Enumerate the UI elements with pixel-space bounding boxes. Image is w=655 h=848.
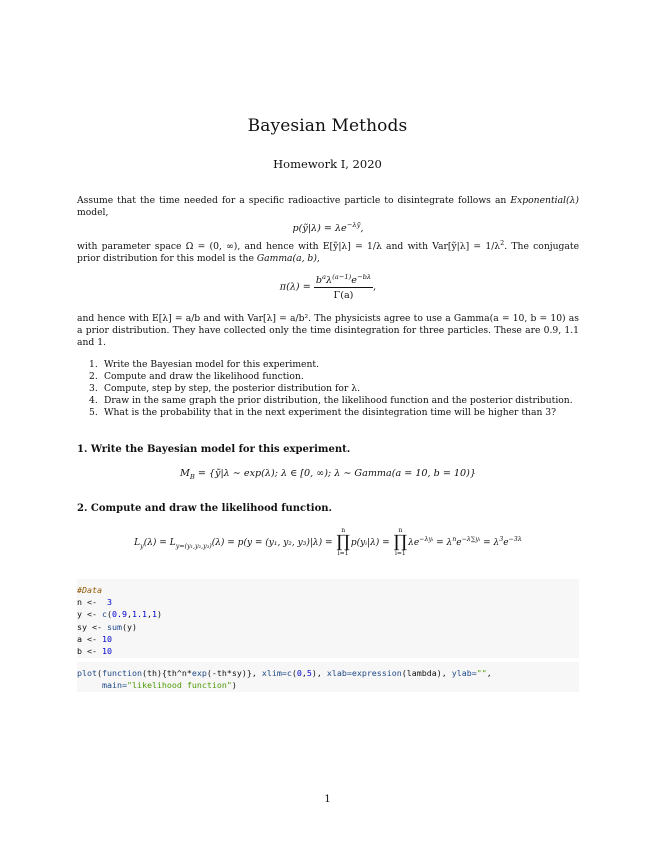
eq1-body: p(ỹ|λ) = λe [292, 223, 347, 235]
p2-text-2: . The conjugate prior distribution for this model is the [77, 241, 580, 265]
list-item-text: What is the probability that in the next experiment the disintegration time will be higher than 3? [104, 407, 557, 418]
gamma-dist: Gamma(a, b) [256, 253, 317, 265]
eq2-exp-a: a [321, 273, 326, 281]
code-line [77, 633, 579, 645]
code-argument: main= [101, 680, 127, 691]
code-comment: #Data [77, 585, 102, 595]
equation-likelihood-single [77, 221, 579, 234]
list-item-number: 5. [89, 407, 98, 418]
list-item-number: 4. [89, 395, 98, 406]
code-number: 0.9 [111, 609, 127, 620]
code-argument: ylab= [451, 668, 477, 678]
eq1-exponent: −λỹ [346, 221, 361, 229]
code-text: ( [96, 668, 102, 678]
code-string: "" [476, 668, 487, 678]
product-operator-2 [394, 528, 408, 557]
eq2-lambda: λ [326, 275, 333, 287]
prod-upper: n [341, 527, 346, 534]
code-text: ) [156, 609, 162, 620]
code-line [77, 679, 579, 691]
code-number: 10 [101, 646, 112, 657]
code-function: sum [106, 621, 122, 632]
list-item-number: 1. [89, 359, 98, 370]
prod-symbol: ∏ [393, 532, 408, 552]
model-body: = {ỹ|λ ∼ exp(λ); λ ∈ [0, ∞); λ ∼ Gamma(a = 10, b = 10)} [194, 468, 476, 479]
list-item-text: Compute and draw the likelihood function. [104, 371, 304, 382]
task-list [77, 359, 597, 419]
p2-text: with parameter space Ω = (0, ∞), and hence with E[ỹ|λ] = 1/λ and with Var[ỹ|λ] = 1/λ [77, 241, 501, 253]
intro-paragraph-1 [77, 195, 579, 219]
code-function: expression [351, 668, 402, 678]
code-number: 0 [296, 668, 302, 678]
code-text: , [301, 668, 307, 678]
list-item-text: Draw in the same graph the prior distribution, the likelihood function and the posterior distribution. [104, 395, 573, 406]
code-text: a <- [77, 633, 102, 644]
code-number: 1.1 [131, 609, 147, 620]
eq2-b: b [315, 275, 322, 287]
code-text: (y) [121, 621, 137, 632]
lik-L-sub: y [140, 542, 144, 550]
product-operator-1 [336, 528, 350, 557]
equation-likelihood [77, 528, 579, 557]
prod-lower: i=1 [337, 550, 349, 557]
lik-L: L [134, 538, 141, 548]
lik-eq-d: p(yᵢ|λ) = [350, 538, 390, 548]
lik-eq-i-exp: −3λ [508, 536, 522, 543]
code-indent [77, 680, 102, 690]
p2-square: 2 [500, 239, 505, 247]
code-function: c [286, 668, 292, 678]
code-text: y <- [77, 609, 102, 620]
lik-eq-g: e [456, 538, 462, 548]
prod-lower: i=1 [394, 550, 406, 557]
eq2-fraction [314, 273, 373, 301]
eq2-tail: , [373, 281, 377, 293]
equation-gamma-prior [77, 273, 579, 301]
intro-text-end: model, [77, 207, 109, 218]
eq2-exp-a1: (a−1) [332, 273, 352, 281]
p2-tail: , [316, 253, 320, 265]
lik-eq-e-exp: −λyᵢ [419, 536, 434, 543]
section-1-heading: 1. Write the Bayesian model for this experiment. [77, 444, 351, 455]
code-text: ( [291, 668, 297, 678]
eq2-exp-bl: −bλ [356, 273, 372, 281]
code-line [77, 621, 579, 633]
code-text: (th){th^n* [141, 668, 192, 678]
code-text: n <- [77, 597, 107, 608]
eq2-numerator [314, 273, 373, 288]
list-item-number: 3. [89, 383, 98, 394]
page-title: Bayesian Methods [247, 116, 408, 136]
page-subtitle: Homework I, 2020 [273, 157, 382, 171]
code-function: exp [191, 668, 207, 678]
lik-eq-h-exp: 3 [499, 536, 504, 543]
code-text: ), [311, 668, 327, 678]
prod-symbol: ∏ [336, 532, 350, 552]
code-text: , [146, 609, 152, 620]
list-item [77, 371, 597, 383]
lik-eq-b-sub: y=(y₁,y₂,y₃) [175, 542, 212, 550]
code-function: c [101, 609, 107, 620]
code-line [77, 608, 579, 620]
code-argument: xlim= [261, 668, 287, 678]
code-function: function [101, 668, 142, 678]
section-2-heading: 2. Compute and draw the likelihood function. [77, 503, 332, 514]
lik-eq-c: (λ) = p(y = (y₁, y₂, y₃)|λ) = [211, 538, 333, 548]
eq2-e: e [351, 275, 357, 287]
code-number: 3 [106, 597, 112, 608]
code-text: (-th*sy)}, [206, 668, 262, 678]
intro-paragraph-2 [77, 237, 579, 265]
list-item [77, 383, 597, 395]
code-line [77, 667, 579, 679]
code-text: , [126, 609, 132, 620]
intro-paragraph-3: and hence with E[λ] = a/b and with Var[λ] = a/b². The physicists agree to use a Gamma(a = 10, b = 10) as a prior distribution. They have collected only the time disintegration for three particles. These are 0.9, 1.1 and 1. [77, 313, 579, 348]
code-string: "likelihood function" [126, 680, 232, 691]
intro-text: Assume that the time needed for a specific radioactive particle to disintegrate follows an [77, 195, 511, 206]
eq2-lhs: π(λ) = [279, 281, 311, 293]
lik-eq-h: = λ [480, 538, 500, 548]
code-text: sy <- [77, 621, 107, 632]
code-number: 10 [101, 633, 112, 644]
lik-eq-f: = λ [433, 538, 453, 548]
list-item [77, 359, 597, 371]
exponential-dist: Exponential(λ) [510, 195, 579, 206]
code-block-data [77, 579, 579, 658]
list-item-number: 2. [89, 371, 98, 382]
code-number: 1 [151, 609, 157, 620]
code-text: ( [106, 609, 112, 620]
lik-eq-b: (λ) = L [143, 538, 176, 548]
code-block-plot [77, 662, 579, 692]
lik-eq-e: λe [408, 538, 420, 548]
prod-upper: n [398, 527, 403, 534]
code-line [77, 645, 579, 657]
list-item-text: Write the Bayesian model for this experiment. [104, 359, 319, 370]
code-text: b <- [77, 646, 102, 657]
eq2-denominator: Γ(a) [333, 290, 354, 302]
list-item [77, 407, 597, 419]
lik-eq-f-exp: n [452, 536, 457, 543]
eq1-tail: , [360, 223, 364, 235]
code-text: ) [231, 680, 237, 691]
code-text: , [486, 668, 492, 678]
list-item-text: Compute, step by step, the posterior distribution for λ. [104, 383, 360, 394]
lik-eq-i: e [503, 538, 509, 548]
code-line [77, 584, 579, 596]
lik-eq-g-exp: −λ∑yᵢ [461, 536, 481, 543]
equation-bayesian-model [77, 468, 579, 481]
code-argument: xlab= [326, 668, 352, 678]
code-text: (lambda), [401, 668, 452, 678]
code-function: plot [77, 668, 97, 678]
code-number: 5 [306, 668, 312, 678]
code-line [77, 596, 579, 608]
model-symbol: M [180, 468, 190, 479]
list-item [77, 395, 597, 407]
model-subscript: B [189, 472, 195, 481]
page-number: 1 [324, 794, 331, 805]
